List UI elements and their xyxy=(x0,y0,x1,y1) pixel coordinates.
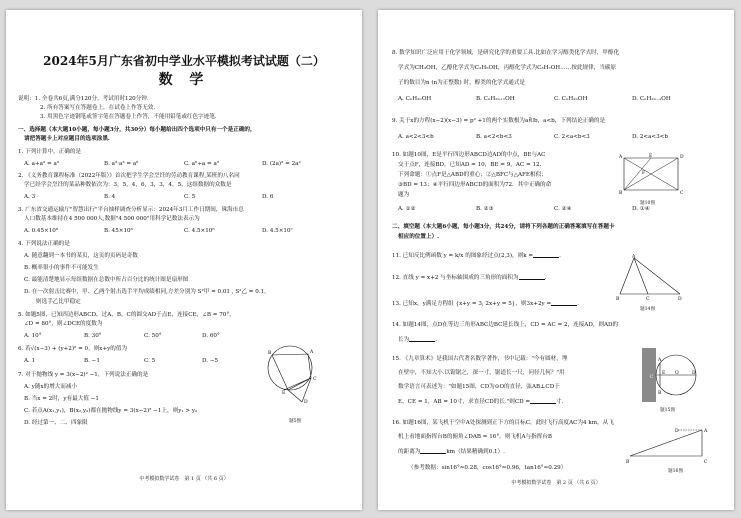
q6-option-d: D. −5 xyxy=(202,358,219,364)
exam-page-2 xyxy=(378,10,734,510)
q9-option-a: A. a<2<3<b xyxy=(398,134,434,140)
q4-option-c: C. 最能清楚地显示每组数据在总数中所占百分比的统计图是扇形图 xyxy=(24,277,189,283)
q2-option-d: D. 6 xyxy=(262,194,274,200)
q10-option-d: D. ①④ xyxy=(632,206,650,212)
q16-answer-blank[interactable] xyxy=(420,448,446,454)
q6-option-b: B. −1 xyxy=(84,358,100,364)
q13-answer-blank[interactable] xyxy=(551,300,577,306)
q14-answer-blank[interactable] xyxy=(409,336,435,342)
section-1-heading-2: 请把答题卡上对应题目的选项涂黑. xyxy=(24,136,110,142)
question-10-line-2: 交于点F，连接BD，已知AD = 10，BE = 9，AC = 12. xyxy=(398,162,542,168)
q8-option-b: B. CₙH₂ₙ₊₁OH xyxy=(476,96,515,102)
question-16-line-3 xyxy=(398,448,505,456)
q8-option-c: C. CₙH₂ₙOH xyxy=(554,96,588,102)
question-1-stem: 1. 下列计算中，正确的是 xyxy=(18,149,82,155)
question-10-line-3: 下列命题：①点F是△ABD的重心；②△BFC与△AFE相似； xyxy=(398,172,547,178)
question-16-line-2: 机上看地面指挥台B的俯角∠DAB = 16°，则飞机A与指挥台B xyxy=(398,434,553,440)
question-14-line-1: 14. 如题14图，点D在等边三角形ABC边BC延长线上，CD = AC = 2，连接AD，则AD的 xyxy=(392,322,619,328)
section-1-heading: 一、选择题（本大题10小题，每小题3分，共30分）每小题给出四个选项中只有一个是正确的， xyxy=(18,127,256,133)
svg-text:D: D xyxy=(680,155,684,160)
exam-title: 2024年5月广东省初中学业水平模拟考试试题（二） xyxy=(43,54,325,68)
q1-option-b: B. a²·a³ = a⁶ xyxy=(104,161,139,167)
svg-text:D: D xyxy=(304,400,308,404)
q4-option-d-cont: 则选手乙比甲稳定 xyxy=(36,299,81,305)
q4-option-a: A. 随意翻到一本书的某页，这页的页码是奇数 xyxy=(24,253,138,259)
question-11-text: 11. 已知反比例函数 y = k/x 的图象经过点(2,3)，则k = xyxy=(392,253,534,259)
note-3: 3. 用黑色字迹钢笔或签字笔在答题卷上作答，不能用铅笔或红色字迹笔. xyxy=(40,114,217,120)
question-3-line-1: 3. 广东省交通运输厅"智慧出行"平台抽样调查分析显示：2024年3月工作日期间，珠海市总 xyxy=(18,207,244,213)
q8-option-a: A. CₙH₂ₙOH xyxy=(398,96,432,102)
question-14-text: 长为 xyxy=(398,337,410,343)
svg-text:D: D xyxy=(692,371,696,376)
svg-text:A: A xyxy=(704,429,708,434)
question-15-line-2: 在壁中，不知大小.以锯锯之，深一寸，锯道长一尺，问径几何？"用 xyxy=(398,370,565,376)
question-10-line-5: 题为 xyxy=(398,192,410,198)
question-8-line-3: 子的数目为n (n为正整数) 时，醇类的化学式通式是 xyxy=(398,80,526,86)
q7-option-b: B. 当x = 2时，y有最大值 −1 xyxy=(24,396,99,402)
q5-option-d: D. 60° xyxy=(202,333,220,339)
q9-option-b: B. a<2<b<3 xyxy=(476,134,512,140)
q4-option-b: B. 概率很小的事件不可能发生 xyxy=(24,265,99,271)
question-6-stem: 6. 若√(x−3) + (y+2)² = 0，则x+y的值为 xyxy=(18,346,128,352)
svg-text:A: A xyxy=(310,350,314,355)
q1-option-a: A. a+a² = a³ xyxy=(24,161,60,167)
question-2-line-1: 2. 《义务教育课程标准（2022年版）》首次把学生学会烹饪的劳动教育课程,某班的八名同 xyxy=(18,173,240,179)
svg-text:C: C xyxy=(680,191,684,196)
figure-16-airplane-triangle xyxy=(622,426,712,466)
q6-option-a: A. 1 xyxy=(24,358,36,364)
question-8-line-1: 8. 数学知识广泛应用于化学领域，是研究化学的重要工具.比如在学习醇类化学式时，甲醇化 xyxy=(392,50,620,56)
question-10-line-4: ③BD = 13；④平行四边形ABCD的面积为72．其中正确的命 xyxy=(398,182,552,188)
subject-title: 数 学 xyxy=(158,72,210,88)
svg-text:D: D xyxy=(675,429,679,434)
question-8-line-2: 学式为CH₃OH，乙醇化学式为C₂H₅OH，丙醇化学式为C₃H₇OH……按此规律，当碳原 xyxy=(398,65,617,71)
svg-text:B: B xyxy=(626,460,630,465)
svg-text:E: E xyxy=(662,371,666,376)
question-13: 13. 已知x，y满足方程组 {x+y = 3, 2x+y = 5}，则3x+2y = . xyxy=(392,301,579,307)
question-15-line-1: 15. 《九章算术》是我国古代著名数学著作，书中记载："今有圆材，埋 xyxy=(392,356,568,362)
figure-10-caption: 题10图 xyxy=(640,201,656,206)
svg-text:C: C xyxy=(313,377,317,382)
svg-text:O: O xyxy=(675,371,679,376)
figure-15-circle-in-wall xyxy=(640,346,698,404)
svg-text:C: C xyxy=(704,460,708,465)
question-4-stem: 4. 下列说法正确的是 xyxy=(18,241,70,247)
svg-text:B: B xyxy=(658,391,662,396)
question-3-line-2: 人口数基本维持在4 500 000人,数据"4 500 000"用科学记数法表示为 xyxy=(24,216,200,222)
figure-14-caption: 题14图 xyxy=(640,307,656,312)
question-11: 11. 已知反比例函数 y = k/x 的图象经过点(2,3)，则k = . xyxy=(392,253,561,259)
page-2-footer: 中考模拟数学试卷 第 2 页 （共 6 页） xyxy=(511,480,601,486)
svg-text:E: E xyxy=(649,154,653,159)
svg-text:F: F xyxy=(642,171,646,176)
q10-option-a: A. ①② xyxy=(398,206,416,212)
q2-option-c: C. 5 xyxy=(184,194,196,200)
svg-text:A: A xyxy=(658,358,662,363)
question-5-line-1: 5. 如题5图，已知四边形ABCD，过A，B，C的圆交AD于点E，连接CE，∠B = 70°， xyxy=(18,312,235,318)
question-10-line-1: 10. 如题10图，E是平行四边形ABCD边AD的中点，BE与AC xyxy=(392,152,546,158)
q3-option-c: C. 4.5×10⁶ xyxy=(184,228,215,234)
svg-text:C: C xyxy=(646,297,650,302)
q3-option-a: A. 0.45×10⁸ xyxy=(24,228,59,234)
q2-option-b: B. 4 xyxy=(104,194,116,200)
q9-option-d: D. 2<a<3<b xyxy=(632,134,668,140)
question-16-line-1: 16. 如题16图，某飞机于空中A处探测到正下方的目标C，此时飞行高度AC为4 km，从飞 xyxy=(392,420,614,426)
question-12: 12. 直线 y = x+2 与坐标轴围成的三角形的面积为 . xyxy=(392,275,547,281)
question-16-text: 的距离为 xyxy=(398,449,421,455)
question-15-line-4 xyxy=(398,398,563,406)
q8-option-d: D. CₙH₂ₙ₋₁OH xyxy=(632,96,671,102)
note-2: 2. 所有答案写在答题卷上，在试卷上作答无效. xyxy=(40,105,156,111)
q5-option-c: C. 50° xyxy=(144,333,162,339)
question-13-text: 13. 已知x，y满足方程组 {x+y = 3, 2x+y = 5}，则3x+2y = xyxy=(392,301,552,307)
q1-option-c: C. a⁶÷a = a² xyxy=(184,161,220,167)
q2-option-a: A. 3 xyxy=(24,194,36,200)
figure-5-circle-quadrilateral xyxy=(260,340,324,404)
q12-answer-blank[interactable] xyxy=(519,274,545,280)
svg-text:B: B xyxy=(616,297,620,302)
q11-answer-blank[interactable] xyxy=(533,252,559,258)
page-1-footer: 中考模拟数学试卷 第 1 页 （共 6 页） xyxy=(139,476,229,482)
q6-option-c: C. 5 xyxy=(144,358,156,364)
question-5-line-2: ∠D = 80°，则∠DCE的度数为 xyxy=(24,321,103,327)
exam-page-1 xyxy=(6,10,362,510)
svg-text:A: A xyxy=(632,254,636,260)
question-7-stem: 7. 对于抛物线 y = 3(x−2)² −1，下列说法正确的是 xyxy=(18,372,149,378)
q3-option-b: B. 45×10⁶ xyxy=(104,228,133,234)
figure-16-caption: 题16图 xyxy=(668,469,684,474)
question-15-line-3: 数学语言可表述为："如题15图，CD为⊙O的直径，弦AB⊥CD于 xyxy=(398,384,560,390)
figure-5-caption: 题5图 xyxy=(289,419,302,424)
question-15-unit: 寸. xyxy=(556,399,564,405)
q9-option-c: C. 2<a<b<3 xyxy=(554,134,590,140)
q4-option-d: D. 在一次射击比赛中，甲、乙两个射击选手平均成绩相同,方差分别为 S²甲 = 0.01 , S²乙 = 0.1， xyxy=(24,289,270,295)
q15-answer-blank[interactable] xyxy=(530,398,556,404)
q7-option-d: D. 经过第一、二、四象限 xyxy=(24,420,88,426)
question-12-text: 12. 直线 y = x+2 与坐标轴围成的三角形的面积为 xyxy=(392,275,519,281)
question-2-line-2: 学已经学会烹饪的菜品种数依次为：3，5，4，6，3，3，4，5，这组数据的众数是 xyxy=(24,182,232,188)
q7-option-c: C. 若点A(x₁,y₁)，B(x₂,y₂)都在抛物线y = 3(x−2)² −1上，则y₁ > y₂ xyxy=(24,408,198,414)
svg-text:B: B xyxy=(268,351,272,356)
question-15-text: E，CE = 1，AB = 10寸，求直径CD的长."则CD = xyxy=(398,399,531,405)
svg-text:C: C xyxy=(650,375,654,380)
svg-text:E: E xyxy=(282,391,286,396)
figure-10-parallelogram xyxy=(618,152,686,198)
question-16-reference: （参考数据：sin16°≈0.28，cos16°≈0.96，tan16°≈0.29） xyxy=(408,465,567,471)
question-14-line-2: 长为 . xyxy=(398,337,437,343)
figure-14-triangle xyxy=(614,254,690,304)
q5-option-b: B. 30° xyxy=(84,333,102,339)
figure-15-caption: 题15图 xyxy=(660,408,676,413)
q1-option-d: D. (2a)² = 2a² xyxy=(262,161,301,167)
question-9-stem: 9. 关于x的方程(x−2)(x−3) = p² +1的两个实数根为a和b，a<b，下列结论正确的是 xyxy=(392,118,606,124)
svg-text:B: B xyxy=(619,191,623,196)
question-16-unit: km（结果精确到0.1）. xyxy=(446,449,505,455)
q10-option-b: B. ②③ xyxy=(476,206,494,212)
section-2-heading-2: 相应的位置上）. xyxy=(398,234,440,240)
q10-option-c: C. ②④ xyxy=(554,206,572,212)
svg-text:A: A xyxy=(619,155,623,160)
q5-option-a: A. 10° xyxy=(24,333,42,339)
q3-option-d: D. 4.5×10⁷ xyxy=(262,228,293,234)
section-2-heading: 二、填空题（本大题6小题，每小题3分，共24分，请将下列各题的正确答案填写在答题卡 xyxy=(392,224,615,230)
svg-text:D: D xyxy=(678,297,682,302)
q7-option-a: A. y随x的增大而减小 xyxy=(24,384,78,390)
note-1: 说明：1. 全卷共6页,满分120分，考试用时120分钟. xyxy=(18,96,149,102)
